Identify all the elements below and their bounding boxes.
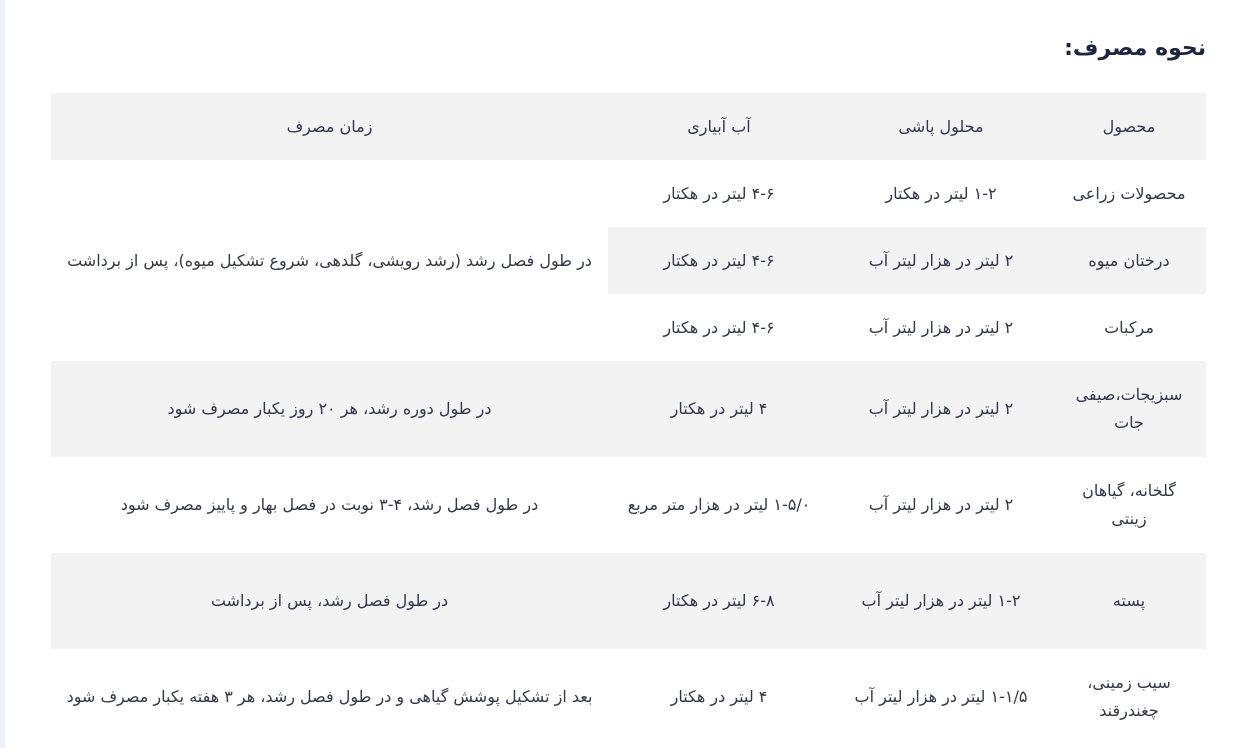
cell-product: محصولات زراعی	[1072, 183, 1186, 203]
cell-spray: ۱-۲ لیتر در هزار لیتر آب	[861, 591, 1021, 610]
cell-irrigation: ۶-۸ لیتر در هکتار	[663, 591, 775, 610]
table-header-row	[51, 93, 1206, 160]
usage-heading: نحوه مصرف:	[1064, 36, 1206, 61]
header-product: محصول	[1102, 116, 1156, 136]
cell-time: در طول فصل رشد، پس از برداشت	[210, 591, 449, 610]
cell-time: در طول فصل رشد، ۴-۳ نوبت در فصل بهار و پاییز مصرف شود	[120, 495, 539, 514]
cell-spray: ۲ لیتر در هزار لیتر آب	[868, 317, 1014, 337]
cell-spray: ۱-۱/۵ لیتر در هزار لیتر آب	[854, 687, 1028, 706]
header-time: زمان مصرف	[286, 116, 373, 136]
cell-spray: ۲ لیتر در هزار لیتر آب	[868, 399, 1014, 418]
left-edge-strip	[0, 0, 5, 748]
table-row	[51, 457, 1206, 553]
cell-product: مرکبات	[1104, 317, 1154, 337]
cell-spray: ۲ لیتر در هزار لیتر آب	[868, 495, 1014, 514]
cell-time-merged: در طول فصل رشد (رشد رویشی، گلدهی، شروع تشکیل میوه)، پس از برداشت	[67, 250, 592, 270]
cell-irrigation: ۴-۶ لیتر در هکتار	[608, 227, 830, 294]
header-irrigation: آب آبیاری	[687, 116, 751, 136]
cell-time: بعد از تشکیل پوشش گیاهی و در طول فصل رشد، هر ۳ هفته یکبار مصرف شود	[66, 687, 593, 706]
cell-product: درختان میوه	[1052, 227, 1206, 294]
cell-spray: ۱-۲ لیتر در هکتار	[885, 183, 997, 203]
cell-irrigation: ۴ لیتر در هکتار	[670, 687, 768, 706]
cell-product: سیب زمینی، چغندرقند	[1087, 673, 1171, 720]
cell-irrigation: ۴-۶ لیتر در هکتار	[663, 183, 775, 203]
cell-product: گلخانه، گیاهان زینتی	[1082, 481, 1176, 528]
table-row	[51, 553, 1206, 649]
cell-product: سبزیجات،صیفی جات	[1075, 385, 1183, 432]
table-row	[51, 649, 1206, 745]
header-spray: محلول پاشی	[898, 116, 984, 136]
cell-spray: ۲ لیتر در هزار لیتر آب	[830, 227, 1052, 294]
table-row	[51, 361, 1206, 457]
cell-irrigation: ۱-۵/۰ لیتر در هزار متر مربع	[627, 495, 811, 514]
usage-table	[51, 93, 1206, 745]
cell-product: پسته	[1112, 591, 1146, 610]
cell-irrigation: ۴ لیتر در هکتار	[670, 399, 768, 418]
cell-irrigation: ۴-۶ لیتر در هکتار	[663, 317, 775, 337]
table-row	[51, 160, 1206, 227]
cell-time: در طول دوره رشد، هر ۲۰ روز یکبار مصرف شود	[167, 399, 492, 418]
